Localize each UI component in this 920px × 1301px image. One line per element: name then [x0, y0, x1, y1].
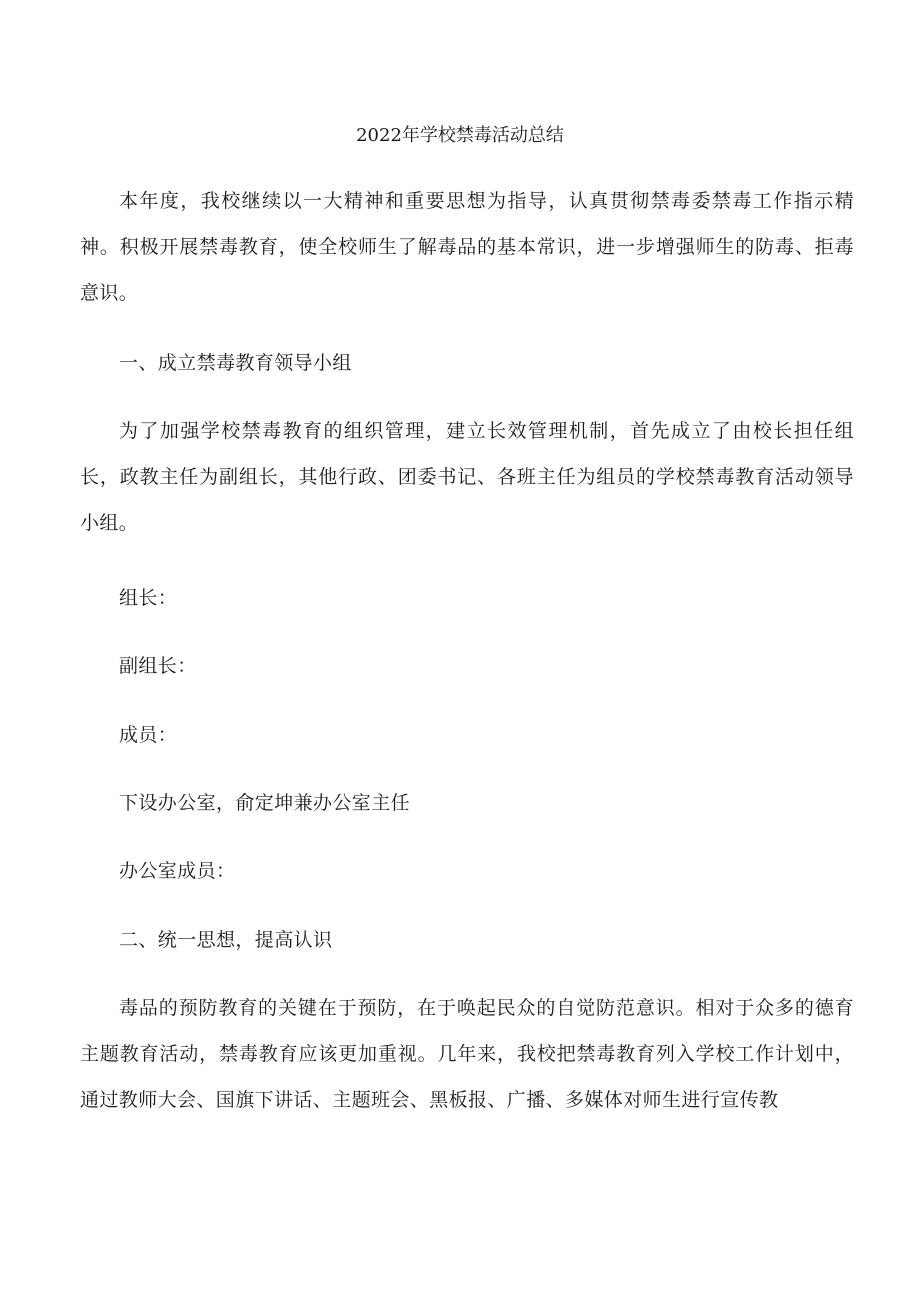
office-members-label: 办公室成员：: [119, 860, 236, 882]
section1-heading: 一、成立禁毒教育领导小组: [119, 352, 352, 374]
leader-label: 组长：: [119, 587, 178, 609]
deputy-leader-label: 副组长：: [119, 655, 197, 677]
office-line: 下设办公室，俞定坤兼办公室主任: [119, 792, 411, 814]
section1-paragraph: 为了加强学校禁毒教育的组织管理，建立长效管理机制，首先成立了由校长担任组长，政教主任为副组长，其他行政、团委书记、各班主任为组员的学校禁毒教育活动领导小组。: [80, 420, 854, 534]
section2-heading: 二、统一思想，提高认识: [119, 929, 333, 951]
members-label: 成员：: [119, 724, 178, 746]
section2-paragraph: 毒品的预防教育的关键在于预防，在于唤起民众的自觉防范意识。相对于众多的德育主题教育活动，禁毒教育应该更加重视。几年来，我校把禁毒教育列入学校工作计划中，通过教师大会、国旗下讲话、主题班会、黑板报、广播、多媒体对师生进行宣传教: [80, 997, 854, 1111]
document-title: 2022年学校禁毒活动总结: [356, 125, 564, 146]
intro-paragraph: 本年度，我校继续以一大精神和重要思想为指导，认真贯彻禁毒委禁毒工作指示精神。积极开展禁毒教育，使全校师生了解毒品的基本常识，进一步增强师生的防毒、拒毒意识。: [80, 190, 854, 304]
